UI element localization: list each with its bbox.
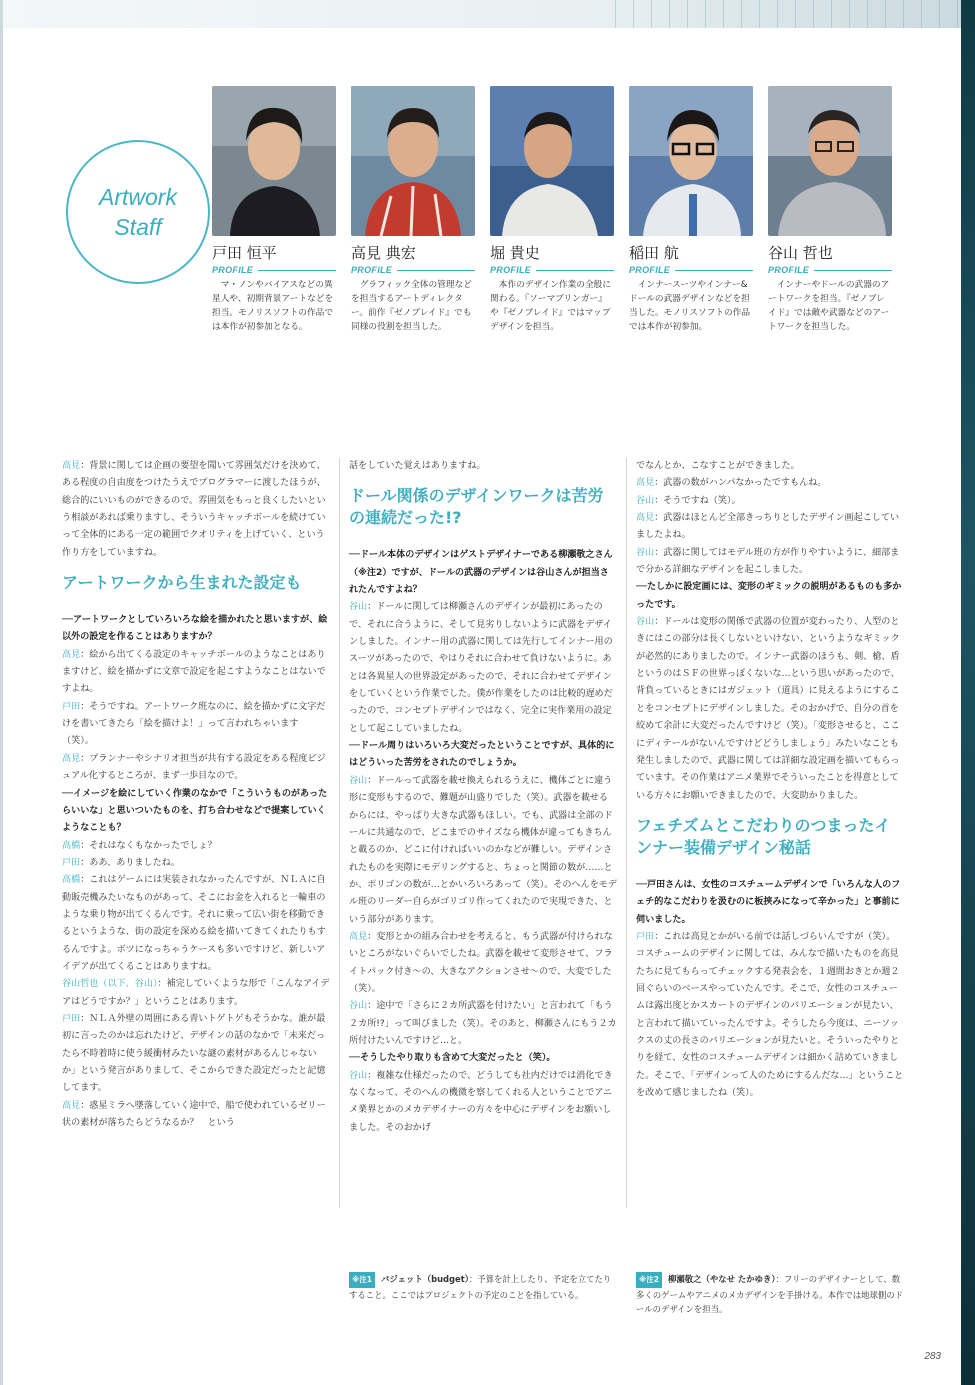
paragraph-text: ：武器はほとんど全部きっちりとしたデザイン画起こしていましたよね。: [636, 513, 900, 541]
paragraph: [62, 751, 330, 786]
paragraph: [62, 699, 330, 751]
paragraph-text: ：武器の数がハンパなかったですもんね。: [654, 478, 827, 489]
staff-name: 谷山 哲也: [768, 244, 833, 262]
speaker-name: 高見: [62, 753, 81, 764]
paragraph-text: ：惑星ミラへ墜落していく途中で、船で使われているゼリー状の素材が落ちたらどうなるか？ という: [62, 1100, 326, 1129]
footnote-term: バジェット（budget）: [381, 1274, 469, 1284]
interviewer-question: ──戸田さんは、女性のコスチュームデザインで「いろんな人のフェチ的なこだわりを汲むのに板挟みになって辛かった」と事前に伺いました。: [636, 879, 901, 925]
staff-photo: [490, 86, 614, 236]
interviewer-question: ──ドール周りはいろいろ大変だったということですが、具体的にはどういった苦労をされたのでしょうか。: [349, 741, 615, 769]
profile-label: PROFILE: [768, 265, 892, 275]
staff-photo: [768, 86, 892, 236]
staff-card: [212, 86, 336, 334]
paragraph-text: ：それはなくもなかったでしょ？: [80, 840, 217, 851]
speaker-name: 谷山: [349, 1070, 368, 1081]
speaker-name: 谷山: [349, 1001, 368, 1012]
speaker-name: 高橋: [62, 875, 81, 886]
speaker-name: 高見: [62, 649, 81, 660]
paragraph: [636, 458, 904, 475]
paragraph-text: ：絵から出てくる設定のキャッチボールのようなことはありますけど、絵を描かずに文章で設定を起こすようなことはないですよね。: [62, 649, 326, 695]
staff-name: 堀 貴史: [490, 244, 540, 262]
right-decoration-band: [961, 0, 975, 1385]
speaker-name: 高見: [62, 461, 81, 471]
article-column-1: [62, 458, 330, 1132]
paragraph: [349, 1068, 617, 1137]
profile-label: PROFILE: [351, 265, 475, 275]
paragraph: [62, 976, 330, 1011]
paragraph: [636, 475, 904, 492]
paragraph: [62, 647, 330, 699]
paragraph-text: 話をしていた覚えはありますね。: [349, 461, 486, 471]
paragraph-text: ：背景に関しては企画の要望を聞いて雰囲気だけを決めて、ある程度の自由度をつけたうえでプログラマーに渡したほうが、総合的にいいものができるので。雰囲気をもっと良くしたいという相談があれば乗りますし、そういうキャッチボールを続けていって全体的にある一定の範囲でクオリティを上げていく、という作り方をしていますね。: [62, 461, 326, 558]
footnote: [349, 1272, 619, 1302]
paragraph-text: ：途中で「さらに２カ所武器を付けたい」と言われて「もう２カ所!?」って叫びました（笑）。そのあと、柳瀬さんにもう２カ所付けたいんですけど…と。: [349, 1001, 617, 1046]
paragraph-text: ：これはゲームには実装されなかったんですが、ＮＬＡに自動販売機みたいなものがあって、そこにお金を入れると一輪車のような乗り物が出てくるんです。それに乗って広い街を移動できるというような、街の設定を深める絵を描いてきてくれたりもするんですよ。ボツになっちゃうケースも多いですけど、新しいアイデアが出てくることはありますね。: [62, 875, 326, 972]
speaker-name: 谷山: [349, 775, 368, 786]
paragraph-text: ：プランナーやシナリオ担当が共有する設定をある程度ビジュアル化するところが、まず一歩目なので。: [62, 753, 326, 782]
interviewer-question: ──そうしたやり取りも含めて大変だったと（笑）。: [349, 1053, 556, 1064]
staff-description: マ・ノンやバイアスなどの異星人や、初期背景アートなどを担当。モノリスソフトの作品では本作が初参加となる。: [212, 280, 334, 332]
column-divider: [339, 458, 340, 1208]
staff-description: 本作のデザイン作業の全般に関わる。『ソーマブリンガー』や『ゼノブレイド』ではマップデザインを担当。: [490, 280, 612, 332]
top-decoration: [0, 0, 975, 28]
section-badge: [66, 140, 210, 284]
staff-name: 高見 典宏: [351, 244, 416, 262]
article-column-3: [636, 458, 904, 1102]
staff-description: インナースーツやインナー&ドールの武器デザインなどを担当した。モノリスソフトの作品では本作が初参加。: [629, 280, 751, 332]
paragraph: [349, 998, 617, 1050]
speaker-name: 高見: [62, 1100, 81, 1111]
speaker-name: 谷山: [636, 547, 655, 558]
section-heading: ドール関係のデザインワークは苦労の連続だった!?: [349, 486, 604, 528]
paragraph-text: でなんとか、こなすことができました。: [636, 461, 800, 471]
staff-name: 戸田 恒平: [212, 244, 277, 262]
section-heading: アートワークから生まれた設定も: [62, 573, 302, 593]
speaker-name: 高見: [349, 931, 368, 942]
staff-card: [768, 86, 892, 334]
paragraph-text: ：これは高見とかがいる前では話しづらいんですが（笑）。コスチュームのデザインに関しては、みんなで描いたものを高見たちに見てもらってチェックする発表会を、１週間おきとか週２回ぐらいのベースやっていたんです。そこで、女性のコスチュームは露出度とかスカートのデザインのバリエーションが見たい、と言われて描いていったんですよ。そうしたら今度は、ニーソックスの丈の長さのバリエーションが見たいと。そういったやりとりを経て、女性のコスチュームデザインは細かく詰めていきました。そこで、「デザインって人のためにするんだな…」ということを改めて感じましたね（笑）。: [636, 931, 904, 1098]
speaker-name: 谷山: [349, 602, 368, 613]
speaker-name: 戸田: [636, 931, 655, 942]
profile-label: PROFILE: [629, 265, 753, 275]
paragraph-text: ：変形とかの組み合わせを考えると、もう武器が付けられないところがないぐらいでしたね。武器を載せて変形させて、フライトパック付き〜の、大きなアクションさせ〜ので、大変でした（笑）。: [349, 931, 613, 994]
speaker-name: 戸田: [62, 1013, 81, 1024]
paragraph: [636, 493, 904, 510]
left-margin-bar: [0, 0, 3, 1385]
paragraph: [349, 773, 617, 929]
badge-line-1: Artwork: [99, 184, 177, 210]
footnote-tag: ※注1: [349, 1272, 375, 1288]
paragraph-text: ：武器に関してはモデル班の方が作りやすいように、細部まで分かる詳細なデザインを起こしました。: [636, 547, 900, 576]
staff-card: [490, 86, 614, 334]
paragraph: [62, 1011, 330, 1098]
column-divider: [626, 458, 627, 1208]
staff-photo: [629, 86, 753, 236]
footnote-text: ：予算を計上したり、予定を立てたりすること。ここではプロジェクトの予定のことを指している。: [349, 1274, 612, 1300]
paragraph-text: ：ああ、ありましたね。: [80, 857, 180, 868]
paragraph-text: ：そうですね（笑）。: [654, 495, 741, 506]
interviewer-question: ──たしかに設定画には、変形のギミックの説明があるものも多かったです。: [636, 582, 902, 610]
staff-card: [629, 86, 753, 334]
speaker-name: 谷山哲也（以下、谷山）: [62, 979, 158, 990]
paragraph: [636, 614, 904, 805]
paragraph: [349, 458, 617, 475]
paragraph: [62, 838, 330, 855]
staff-description: グラフィック全体の管理などを担当するアートディレクター。前作『ゼノブレイド』でも同様の役割を担当した。: [351, 280, 472, 332]
staff-description: インナーやドールの武器のアートワークを担当。『ゼノブレイド』では敵や武器などのアートワークを担当した。: [768, 280, 890, 332]
paragraph-text: ：補完していくような形で「こんなアイデアはどうですか？」ということはあります。: [62, 979, 330, 1007]
paragraph: [636, 545, 904, 580]
speaker-name: 高橋: [62, 840, 81, 851]
paragraph: [62, 1098, 330, 1133]
paragraph: [62, 855, 330, 872]
interviewer-question: ──アートワークとしていろいろな絵を描かれたと思いますが、絵以外の設定を作ることはありますか？: [62, 615, 328, 643]
speaker-name: 戸田: [62, 701, 81, 712]
paragraph: [636, 510, 904, 545]
paragraph-text: ：ドールは変形の関係で武器の位置が変わったり、人型のときにはこの部分は長くしないといけない、というようなギミックが必然的にありましたので。インナー武器のほうも、剣、槍、盾というのはＳＦの世界っぽくないな…という思いがあったので、背負っているときにはガジェット（道具）に見えるようにすることをコンセプトにデザインしました。そのおかげで、自分の首を絞めて余計に大変だったんですけど（笑）。「変形させると、ここにディテールがないんですけどどうしましょう」みたいなことも発生しましたので、武器に関しては詳細な設定画を描いてもらっています。その作業はアニメ業界でそういったことを得意としている方々にお願いできましたので、大変助かりました。: [636, 617, 900, 801]
speaker-name: 高見: [636, 478, 655, 489]
footnote: [636, 1272, 906, 1316]
section-heading: フェチズムとこだわりのつまったインナー装備デザイン秘話: [636, 815, 891, 857]
speaker-name: 戸田: [62, 857, 81, 868]
profile-label: PROFILE: [212, 265, 336, 275]
paragraph: [349, 929, 617, 998]
profile-label: PROFILE: [490, 265, 614, 275]
speaker-name: 谷山: [636, 495, 655, 506]
staff-card: [351, 86, 475, 334]
staff-photo: [212, 86, 336, 236]
article-column-2: [349, 458, 617, 1137]
interviewer-question: ──ドール本体のデザインはゲストデザイナーである柳瀬敬之さん（※注2）ですが、ドールの武器のデザインは谷山さんが担当されたんですよね？: [349, 550, 613, 596]
paragraph: [62, 872, 330, 976]
footnote-tag: ※注2: [636, 1272, 662, 1288]
interviewer-question: ──イメージを絵にしていく作業のなかで「こういうものがあったらいいな」と思いついたものを、打ち合わせなどで提案していくようなことも？: [62, 788, 328, 834]
paragraph-text: ：ＮＬＡ外壁の周囲にある青いトゲトゲもそうかな。誰が最初に言ったのかは忘れたけど、デザインの話のなかで「未来だったら不時着時に使う緩衝材みたいな謎の素材があるんじゃないか」という発言がありまして、そこからできた設定だったと記憶してます。: [62, 1013, 326, 1094]
paragraph-text: ：ドールって武器を載せ換えられるうえに、機体ごとに違う形に変形もするので、難題が山盛りでした（笑）。武器を載せるからには、やっぱり大きな武器もほしい。でも、武器は全部のドールに共通なので、どこまでのサイズなら機体が違ってもきちんと載るのか、どこに付ければいいのかなどが難しい。デザインされたものを実際にモデリングすると、ちょっと関節の数が……とか、ポリゴンの数が…とかいろいろあって（笑）。そのへんをモデル班のリーダー自らがゴリゴリ作ってくれたので実現できた、という部分があります。: [349, 775, 617, 925]
paragraph-text: ：複雑な仕様だったので、どうしても社内だけでは消化できなくなって、そのへんの機微を察してくれる人ということでアニメ業界とかのメカデザイナーの方々を中心にデザインをお願いしました。そのおかげ: [349, 1070, 613, 1133]
page-number: 283: [924, 1351, 941, 1362]
paragraph: [62, 458, 330, 562]
staff-name: 稲田 航: [629, 244, 679, 262]
paragraph: [349, 599, 617, 738]
speaker-name: 高見: [636, 513, 655, 524]
speaker-name: 谷山: [636, 617, 655, 628]
badge-line-2: Staff: [114, 214, 162, 240]
paragraph: [636, 929, 904, 1102]
footnote-text: ：フリーのデザイナーとして、数多くのゲームやアニメのメカデザインを手掛ける。本作では地球側のドールのデザインを担当。: [636, 1274, 903, 1314]
paragraph-text: ：そうですね。アートワーク班なのに、絵を描かずに文字だけを書いてきたら「絵を描けよ！」って言われちゃいます（笑）。: [62, 701, 326, 747]
footnote-term: 柳瀬敬之（やなせ たかゆき）: [668, 1274, 776, 1284]
paragraph-text: ：ドールに関しては柳瀬さんのデザインが最初にあったので、それに合うように、そして見劣りしないように武器をデザインしました。インナー用の武器に関しては先行してインナー用のスーツがあったので、やはりそれに合わせて負けないように。あとは各異星人の世界設定があったので、それに合わせてデザインをしていくという作業でした。僕が作業をしたのは比較的遅めだったので、コンセプトデザインではなく、完全に実作業用の設定として起こしていましたね。: [349, 602, 613, 734]
staff-photo: [351, 86, 475, 236]
